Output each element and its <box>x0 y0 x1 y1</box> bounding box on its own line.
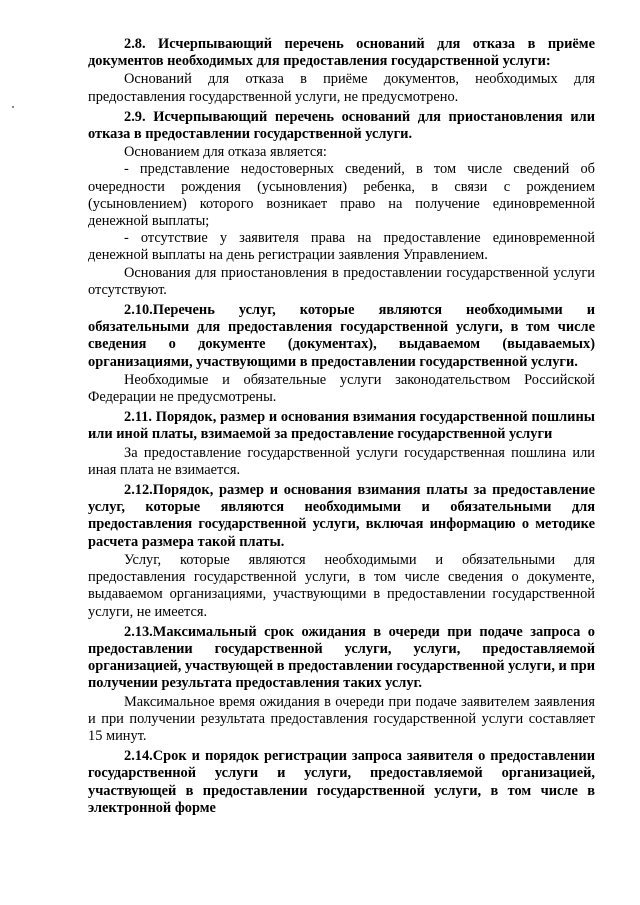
section-heading-2-10: 2.10.Перечень услуг, которые являются необходимыми и обязательными для предоставления государственной услуги, в том числе сведения о документе (документах), выдаваемом (выдаваемых) организациями, участвующими в предоставлении государственной услуги. <box>88 302 595 370</box>
list-item: - представление недостоверных сведений, в том числе сведений об очередности рождения (усыновления) ребенка, в связи с рождением (усыновлением) которого возникает право на получение единовременной денежной выплаты; <box>88 161 595 230</box>
paragraph: Основанием для отказа является: <box>124 144 327 161</box>
list-item: - отсутствие у заявителя права на предоставление единовременной денежной выплаты на день регистрации заявления Управлением. <box>88 230 595 264</box>
paragraph: Услуг, которые являются необходимыми и обязательными для предоставления государственной услуги, в том числе сведения о документе, выдаваемом организациями, участвующими в предоставлении государственной услуги, не имеется. <box>88 551 595 620</box>
section-heading-2-13: 2.13.Максимальный срок ожидания в очереди при подаче запроса о предоставлении государственной услуги, услуги, предоставляемой организацией, участвующей в предоставлении государственной услуги, и при получении результата предоставления таких услуг. <box>88 623 596 692</box>
scan-speck <box>12 106 14 108</box>
section-heading-2-8: 2.8. Исчерпывающий перечень оснований для отказа в приёме документов необходимых для предоставления государственной услуги: <box>88 36 595 70</box>
paragraph: Необходимые и обязательные услуги законодательством Российской Федерации не предусмотрены. <box>88 371 595 406</box>
paragraph: За предоставление государственной услуги государственная пошлина или иная плата не взимается. <box>88 444 595 478</box>
section-heading-2-9: 2.9. Исчерпывающий перечень оснований для приостановления или отказа в предоставлении государственной услуги. <box>88 108 595 143</box>
paragraph: Оснований для отказа в приёме документов, необходимых для предоставления государственной услуги, не предусмотрено. <box>88 71 595 105</box>
section-heading-2-11: 2.11. Порядок, размер и основания взимания государственной пошлины или иной платы, взимаемой за предоставление государственной услуги <box>88 409 595 443</box>
section-heading-2-14: 2.14.Срок и порядок регистрации запроса заявителя о предоставлении государственной услуги и услуги, предоставляемой организацией, участвующей в предоставлении государственной услуги, в том числе в электронной форме <box>88 748 595 816</box>
paragraph: Максимальное время ожидания в очереди при подаче заявителем заявления и при получении результата предоставления государственной услуги составляет 15 минут. <box>88 693 595 744</box>
paragraph: Основания для приостановления в предоставлении государственной услуги отсутствуют. <box>88 264 595 298</box>
section-heading-2-12: 2.12.Порядок, размер и основания взимания платы за предоставление услуг, которые являются необходимыми и обязательными для предоставления государственной услуги, включая информацию о методике расчета размера такой платы. <box>88 482 595 550</box>
document-page <box>88 36 595 817</box>
